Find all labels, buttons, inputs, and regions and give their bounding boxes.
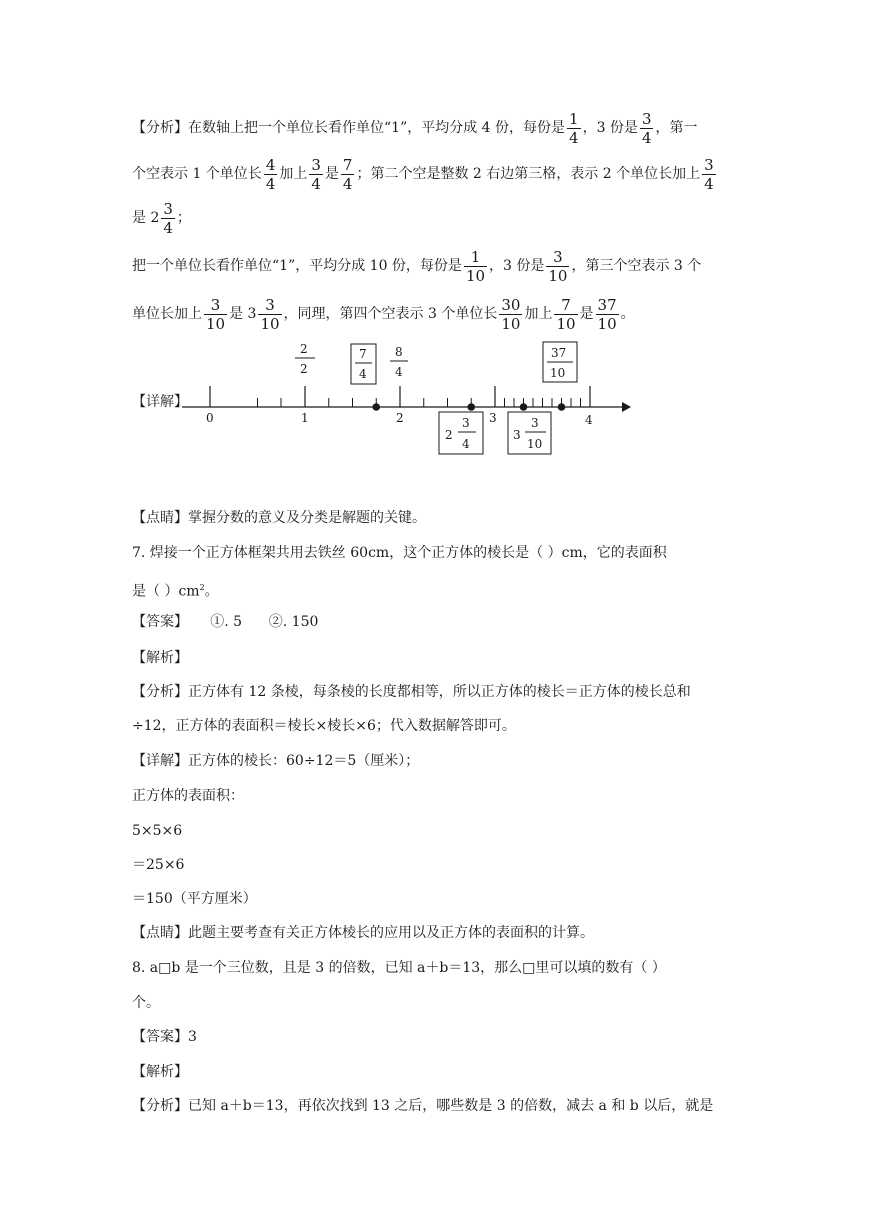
q7-detail-2: 正方体的表面积： [132,788,244,804]
fraction: $\frac{7}{10}$ [556,295,576,333]
svg-text:4: 4 [462,437,470,451]
text: 正方体有 12 条棱，每条棱的长度都相等，所以正方体的棱长＝正方体的棱长总和 [188,684,691,700]
label-8-over-4 [390,345,408,379]
q7-line-2 [132,578,219,602]
text: 加上 [279,166,308,182]
point-7-4 [372,403,380,411]
detail-tag: 【详解】 [132,394,188,410]
label-2-over-2 [295,342,315,376]
text: 个空表示 1 个单位长 [132,166,262,182]
text: 正方体的棱长：60÷12＝5（厘米）； [188,753,420,769]
text: ； [176,210,191,226]
text: 加上 [524,306,553,322]
text: ；第二个空是整数 2 右边第三格，表示 2 个单位长加上 [356,166,701,182]
q8-line-2: 个。 [132,995,160,1011]
text: 单位长加上 [132,306,202,322]
boxed-label-3-3-10 [508,412,551,454]
q7-line-1: 7. 焊接一个正方体框架共用去铁丝 60cm，这个正方体的棱长是（ ）cm，它的表面积 [132,545,667,561]
fraction: $\frac{3}{4}$ [311,155,321,193]
svg-text:10: 10 [550,366,566,380]
point-tag: 【点睛】 [132,925,188,941]
q7-detail-5: ＝150（平方厘米） [132,891,257,907]
svg-text:4: 4 [359,367,367,381]
analysis-line-1 [132,106,697,150]
svg-text:3: 3 [531,416,539,430]
svg-text:8: 8 [395,345,403,359]
analysis-tag: 【分析】 [132,120,188,136]
q7-jiexi: 【解析】 [132,650,188,666]
point-37-10 [558,403,566,411]
point-tag: 【点睛】 [132,510,188,526]
svg-text:2: 2 [300,342,308,356]
boxed-label-7-over-4 [351,344,376,384]
q7-analysis-1 [132,682,691,702]
number-line-figure [132,340,642,460]
fraction: $\frac{7}{4}$ [342,155,353,193]
svg-text:2: 2 [300,362,308,376]
boxed-label-37-over-10 [543,342,577,382]
text: 是 [324,166,339,182]
point-3-3-10 [520,403,528,411]
q7-answer [132,612,318,632]
svg-text:37: 37 [551,346,567,360]
svg-text:10: 10 [527,437,543,451]
tick-label-0: 0 [206,411,214,425]
svg-text:3: 3 [462,416,470,430]
q8-analysis-1 [132,1096,713,1116]
text: 是 2 [132,210,160,226]
q7-analysis-2: ÷12，正方体的表面积＝棱长×棱长×6；代入数据解答即可。 [132,718,516,734]
text: ，3 份是 [489,258,545,274]
text: 把一个单位长看作单位“1”，平均分成 10 份，每份是 [132,258,462,274]
boxed-label-2-3-4 [439,412,483,454]
text: ，3 份是 [582,120,638,136]
fraction: $\frac{3}{10}$ [260,295,280,333]
fraction: $\frac{3}{4}$ [641,109,652,147]
detail-tag: 【详解】 [132,753,188,769]
fraction: $\frac{3}{10}$ [548,247,568,285]
tenth-ticks [505,398,581,407]
analysis-tag: 【分析】 [132,1098,188,1114]
text: 是 [579,306,594,322]
analysis-tag: 【分析】 [132,684,188,700]
q7-detail-4: ＝25×6 [132,857,185,873]
fraction: $\frac{3}{4}$ [704,155,714,193]
analysis-line-2 [132,152,718,196]
answer-text: ①. 5 ②. 150 [188,614,319,630]
q7-detail-1 [132,751,419,771]
tick-label-2: 2 [396,411,404,425]
tick-label-4: 4 [585,413,593,427]
fraction: $\frac{1}{10}$ [465,247,486,285]
analysis-line-3 [132,196,191,240]
svg-text:3: 3 [513,428,521,442]
point-text: 掌握分数的意义及分类是解题的关键。 [188,510,426,526]
fraction: $\frac{30}{10}$ [501,295,521,333]
answer-text: 3 [188,1029,197,1045]
text: 此题主要考查有关正方体棱长的应用以及正方体的表面积的计算。 [188,925,594,941]
fraction: $\frac{4}{4}$ [265,155,276,193]
text: ，同理，第四个空表示 3 个单位长 [283,306,498,322]
q8-line-1: 8. a□b 是一个三位数，且是 3 的倍数，已知 a＋b＝13，那么□里可以填的数有（ ） [132,960,666,976]
analysis-line-5 [132,292,635,336]
text: 是 3 [229,306,257,322]
point-line [132,508,426,528]
fraction: $\frac{37}{10}$ [597,295,617,333]
fraction: $\frac{3}{4}$ [163,199,173,237]
answer-tag: 【答案】 [132,614,188,630]
text: ，第一 [655,120,698,136]
text: 是（ ）cm [132,583,200,600]
point-2-3-4 [467,403,475,411]
text: 在数轴上把一个单位长看作单位“1”，平均分成 4 份，每份是 [188,120,566,136]
q8-answer [132,1027,197,1047]
q7-point [132,923,594,943]
text: 已知 a＋b＝13，再依次找到 13 之后，哪些数是 3 的倍数，减去 a 和 b 以后，就是 [188,1098,714,1114]
q8-jiexi: 【解析】 [132,1064,188,1080]
svg-text:7: 7 [359,347,367,361]
q7-detail-3: 5×5×6 [132,823,183,839]
fraction: $\frac{1}{4}$ [569,109,579,147]
text: ，第三个空表示 3 个 [571,258,702,274]
analysis-line-4 [132,244,701,288]
text: 。 [620,306,635,322]
text: 。 [204,583,219,600]
fraction: $\frac{3}{10}$ [206,295,226,333]
axis-arrow-icon [622,402,631,412]
answer-tag: 【答案】 [132,1029,188,1045]
quarter-ticks [258,398,472,407]
superscript: 2 [199,583,205,592]
svg-text:2: 2 [445,428,453,442]
tick-label-1: 1 [301,411,309,425]
tick-label-3: 3 [489,411,497,425]
svg-text:4: 4 [395,365,403,379]
